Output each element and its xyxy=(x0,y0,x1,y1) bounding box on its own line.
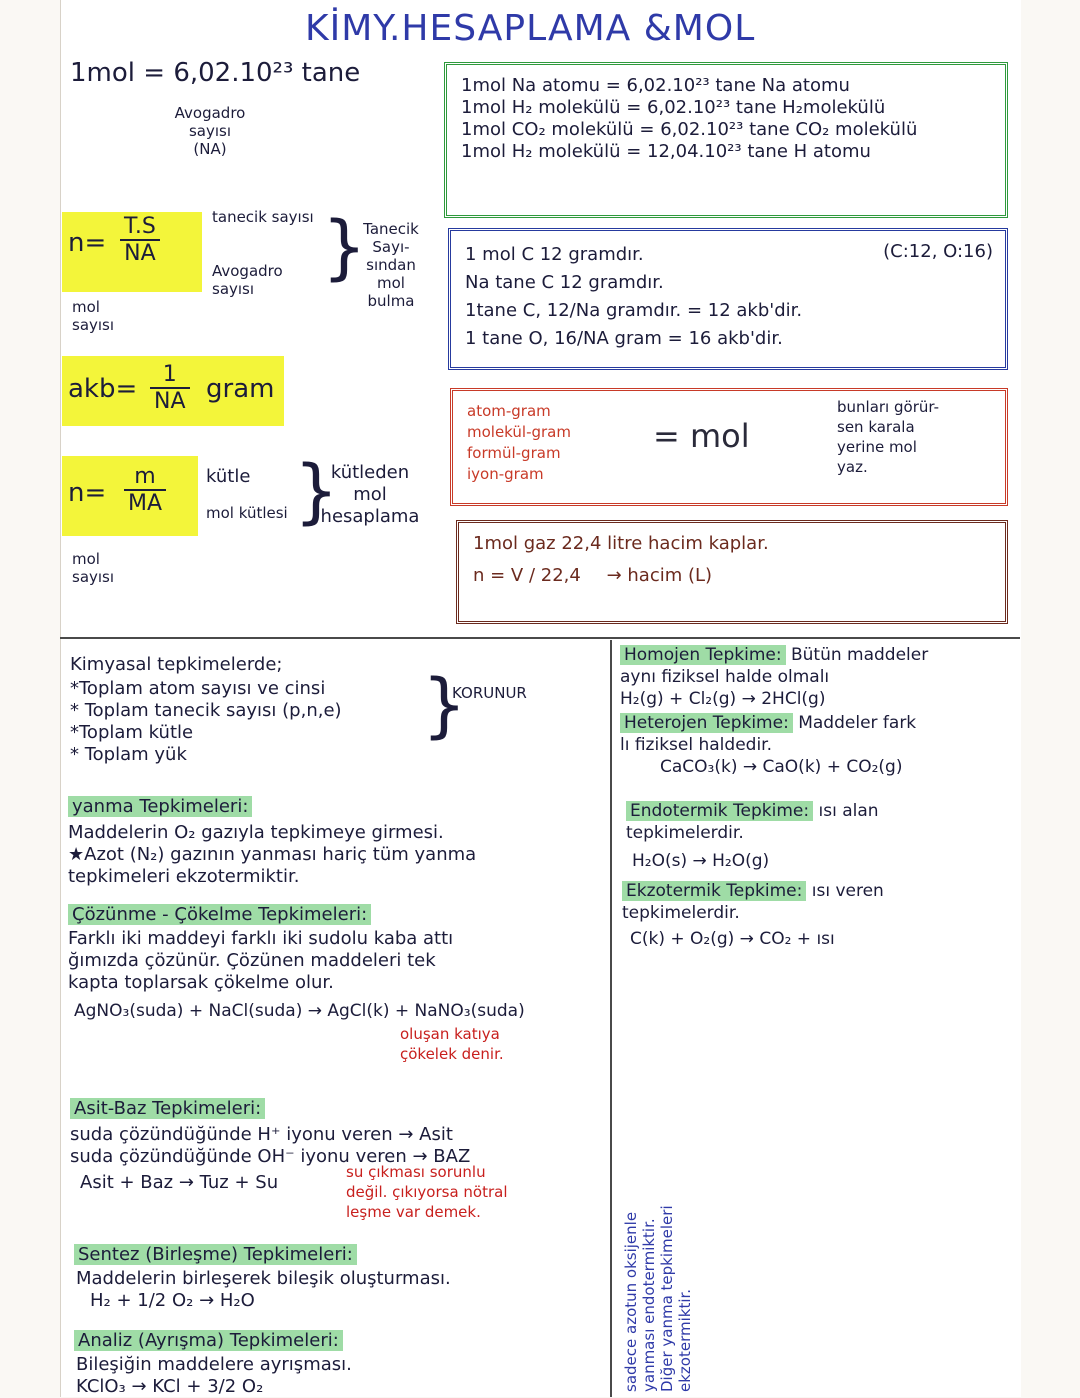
formula-ts-den: NA xyxy=(124,241,156,266)
green-line-3: 1mol CO₂ molekülü = 6,02.10²³ tane CO₂ molekülü xyxy=(461,119,918,140)
korunur-item-4: * Toplam yük xyxy=(70,744,187,765)
ekzotermik-line-1: tepkimelerdir. xyxy=(622,903,740,923)
korunur-item-3: *Toplam kütle xyxy=(70,722,194,743)
formula-ts-num: T.S xyxy=(120,214,160,241)
cozunme-heading xyxy=(68,904,371,926)
analiz-body xyxy=(76,1354,352,1398)
sentez-line-2: H₂ + 1/2 O₂ → H₂O xyxy=(90,1290,255,1311)
sentez-line-1: Maddelerin birleşerek bileşik oluşturması. xyxy=(76,1268,451,1289)
korunur-item-2: * Toplam tanecik sayısı (p,n,e) xyxy=(70,700,342,721)
page-title: KİMY.HESAPLAMA &MOL xyxy=(305,8,756,49)
formula-m-top-label: kütle xyxy=(206,466,251,487)
red-middle: = mol xyxy=(653,417,750,455)
endotermik-block xyxy=(626,800,1016,872)
formula-m-note xyxy=(310,462,430,528)
korunur-item-1: *Toplam atom sayısı ve cinsi xyxy=(70,678,326,699)
ts-note-5: bulma xyxy=(367,292,415,310)
blue-line-1: 1 mol C 12 gramdır. xyxy=(465,244,644,265)
brown-arrow-label: hacim (L) xyxy=(627,565,713,586)
asit-line-1: suda çözündüğünde H⁺ iyonu veren → Asit xyxy=(70,1124,453,1145)
sentez-heading xyxy=(74,1244,357,1266)
sentez-heading-text: Sentez (Birleşme) Tepkimeleri: xyxy=(74,1244,357,1265)
side-note-2: yanması endotermiktir. xyxy=(640,1218,658,1392)
avogadro-under-3: (NA) xyxy=(193,140,227,158)
sentez-body xyxy=(76,1268,451,1312)
formula-akb-unit: gram xyxy=(206,374,275,404)
red-right-3: yerine mol xyxy=(837,438,917,456)
asit-line-2: suda çözündüğünde OH⁻ iyonu veren → BAZ xyxy=(70,1146,471,1167)
korunur-label: KORUNUR xyxy=(452,684,527,702)
formula-ts-n: n= xyxy=(68,228,107,258)
analiz-heading-text: Analiz (Ayrışma) Tepkimeleri: xyxy=(74,1330,343,1351)
red-left-1: atom-gram xyxy=(467,402,551,420)
side-note xyxy=(622,1205,694,1392)
asit-note-1: su çıkması sorunlu xyxy=(346,1163,486,1181)
formula-ts-bottom-label: Avogadro sayısı xyxy=(212,262,283,298)
endotermik-text: ısı alan xyxy=(818,801,879,821)
brown-line-1: 1mol gaz 22,4 litre hacim kaplar. xyxy=(473,533,769,554)
heterojen-line-2: CaCO₃(k) → CaO(k) + CO₂(g) xyxy=(660,757,903,777)
yanma-line-1: Maddelerin O₂ gazıyla tepkimeye girmesi. xyxy=(68,822,444,843)
avogadro-under-2: sayısı xyxy=(188,122,232,140)
cozunme-line-3: kapta toplarsak çökelme olur. xyxy=(68,972,334,993)
cozunme-equation: AgNO₃(suda) + NaCl(suda) → AgCl(k) + NaNO₃(suda) xyxy=(74,1001,525,1021)
asit-note xyxy=(346,1162,508,1222)
avogadro-line: 1mol = 6,02.10²³ tane xyxy=(70,58,361,88)
formula-m-bottom-label: mol kütlesi xyxy=(206,504,288,522)
red-right xyxy=(837,397,939,477)
brown-box xyxy=(456,520,1008,624)
ekzotermik-block xyxy=(622,880,1016,950)
formula-ts-note xyxy=(346,220,436,310)
asit-note-3: leşme var demek. xyxy=(346,1203,481,1221)
analiz-line-2: KClO₃ → KCl + 3/2 O₂ xyxy=(76,1376,264,1397)
formula-m-fraction xyxy=(124,464,166,516)
brown-formula-row: n = V / 22,4 → hacim (L) xyxy=(473,565,713,586)
cozunme-line-2: ğımızda çözünür. Çözünen maddeleri tek xyxy=(68,950,436,971)
m-sub-1: mol xyxy=(72,550,100,568)
analiz-heading xyxy=(74,1330,343,1352)
formula-ts-top-label: tanecik sayısı xyxy=(212,208,314,226)
red-left-4: iyon-gram xyxy=(467,465,544,483)
endotermik-line-2: H₂O(s) → H₂O(g) xyxy=(632,851,770,871)
ts-note-4: mol xyxy=(377,274,405,292)
brace-ts: } xyxy=(322,206,367,288)
homojen-block xyxy=(620,644,1015,710)
blue-line-4: 1 tane O, 16/NA gram = 16 akb'dir. xyxy=(465,328,783,349)
formula-akb-num: 1 xyxy=(150,362,190,389)
cozunme-line-1: Farklı iki maddeyi farklı iki sudolu kaba attı xyxy=(68,928,454,949)
homojen-heading: Homojen Tepkime: xyxy=(620,645,786,665)
asit-note-2: değil. çıkıyorsa nötral xyxy=(346,1183,508,1201)
formula-ts-fraction xyxy=(120,214,160,266)
m-note-2: mol xyxy=(353,484,387,505)
red-box xyxy=(450,388,1008,506)
homojen-line-1: aynı fiziksel halde olmalı xyxy=(620,667,830,687)
blue-note: (C:12, O:16) xyxy=(883,241,993,262)
asit-equation: Asit + Baz → Tuz + Su xyxy=(80,1172,279,1193)
analiz-line-1: Bileşiğin maddelere ayrışması. xyxy=(76,1354,352,1375)
green-line-4: 1mol H₂ molekülü = 12,04.10²³ tane H atomu xyxy=(461,141,871,162)
heterojen-heading: Heterojen Tepkime: xyxy=(620,713,793,733)
green-line-1: 1mol Na atomu = 6,02.10²³ tane Na atomu xyxy=(461,75,850,96)
blue-box xyxy=(448,228,1008,370)
brace-korunur: } xyxy=(422,664,467,746)
formula-akb-den: NA xyxy=(154,389,186,414)
yanma-line-2: ★Azot (N₂) gazının yanması hariç tüm yanma xyxy=(68,844,477,865)
yanma-heading xyxy=(68,796,252,818)
red-right-1: bunları görür- xyxy=(837,398,939,416)
korunur-list xyxy=(70,678,342,766)
red-left-2: molekül-gram xyxy=(467,423,571,441)
avogadro-label xyxy=(160,104,260,158)
asit-heading-text: Asit-Baz Tepkimeleri: xyxy=(70,1098,265,1119)
cozunme-note-1: oluşan katıya xyxy=(400,1025,500,1043)
yanma-body xyxy=(68,822,476,888)
side-note-3: Diğer yanma tepkimeleri xyxy=(658,1205,676,1392)
ts-note-1: Tanecik xyxy=(363,220,419,238)
cozunme-body xyxy=(68,928,453,994)
cozunme-note xyxy=(400,1024,504,1064)
m-sub-2: sayısı xyxy=(72,568,115,586)
korunur-intro: Kimyasal tepkimelerde; xyxy=(70,654,283,675)
brown-formula: n = V / 22,4 xyxy=(473,565,581,586)
asit-heading xyxy=(70,1098,265,1120)
formula-akb-fraction xyxy=(150,362,190,414)
heterojen-text: Maddeler fark xyxy=(798,713,917,733)
endotermik-heading: Endotermik Tepkime: xyxy=(626,801,813,821)
formula-m-den: MA xyxy=(128,491,163,516)
formula-ts-sub xyxy=(72,298,114,334)
heterojen-line-1: lı fiziksel haldedir. xyxy=(620,735,773,755)
heterojen-block xyxy=(620,712,1015,778)
formula-m-n: n= xyxy=(68,478,107,508)
horizontal-separator xyxy=(60,637,1020,639)
brace-m: } xyxy=(294,450,339,532)
red-right-4: yaz. xyxy=(837,458,868,476)
ekzotermik-text: ısı veren xyxy=(811,881,884,901)
endotermik-line-1: tepkimelerdir. xyxy=(626,823,744,843)
ekzotermik-line-2: C(k) + O₂(g) → CO₂ + ısı xyxy=(630,929,835,949)
m-note-3: hesaplama xyxy=(320,506,420,527)
red-left-3: formül-gram xyxy=(467,444,561,462)
side-note-4: ekzotermiktir. xyxy=(676,1288,694,1392)
ts-sub-1: mol xyxy=(72,298,100,316)
formula-m-sub xyxy=(72,550,114,586)
yanma-heading-text: yanma Tepkimeleri: xyxy=(68,796,252,817)
homojen-text: Bütün maddeler xyxy=(790,645,929,665)
blue-line-2: Na tane C 12 gramdır. xyxy=(465,272,664,293)
ekzotermik-heading: Ekzotermik Tepkime: xyxy=(622,881,806,901)
blue-line-3: 1tane C, 12/Na gramdır. = 12 akb'dir. xyxy=(465,300,803,321)
yanma-line-3: tepkimeleri ekzotermiktir. xyxy=(68,866,300,887)
avogadro-under-1: Avogadro xyxy=(174,104,246,122)
green-box xyxy=(444,62,1008,218)
cozunme-heading-text: Çözünme - Çökelme Tepkimeleri: xyxy=(68,904,371,925)
ts-note-3: sından xyxy=(366,256,416,274)
side-note-1: sadece azotun oksijenle xyxy=(622,1211,640,1392)
ts-note-2: Sayı- xyxy=(372,238,410,256)
vertical-separator xyxy=(610,640,612,1397)
formula-akb-lhs: akb= xyxy=(68,374,138,404)
green-line-2: 1mol H₂ molekülü = 6,02.10²³ tane H₂molekülü xyxy=(461,97,886,118)
homojen-line-2: H₂(g) + Cl₂(g) → 2HCl(g) xyxy=(620,689,826,709)
ts-sub-2: sayısı xyxy=(72,316,115,334)
m-note-1: kütleden xyxy=(330,462,410,483)
red-right-2: sen karala xyxy=(837,418,915,436)
cozunme-note-2: çökelek denir. xyxy=(400,1045,504,1063)
formula-m-num: m xyxy=(124,464,166,491)
